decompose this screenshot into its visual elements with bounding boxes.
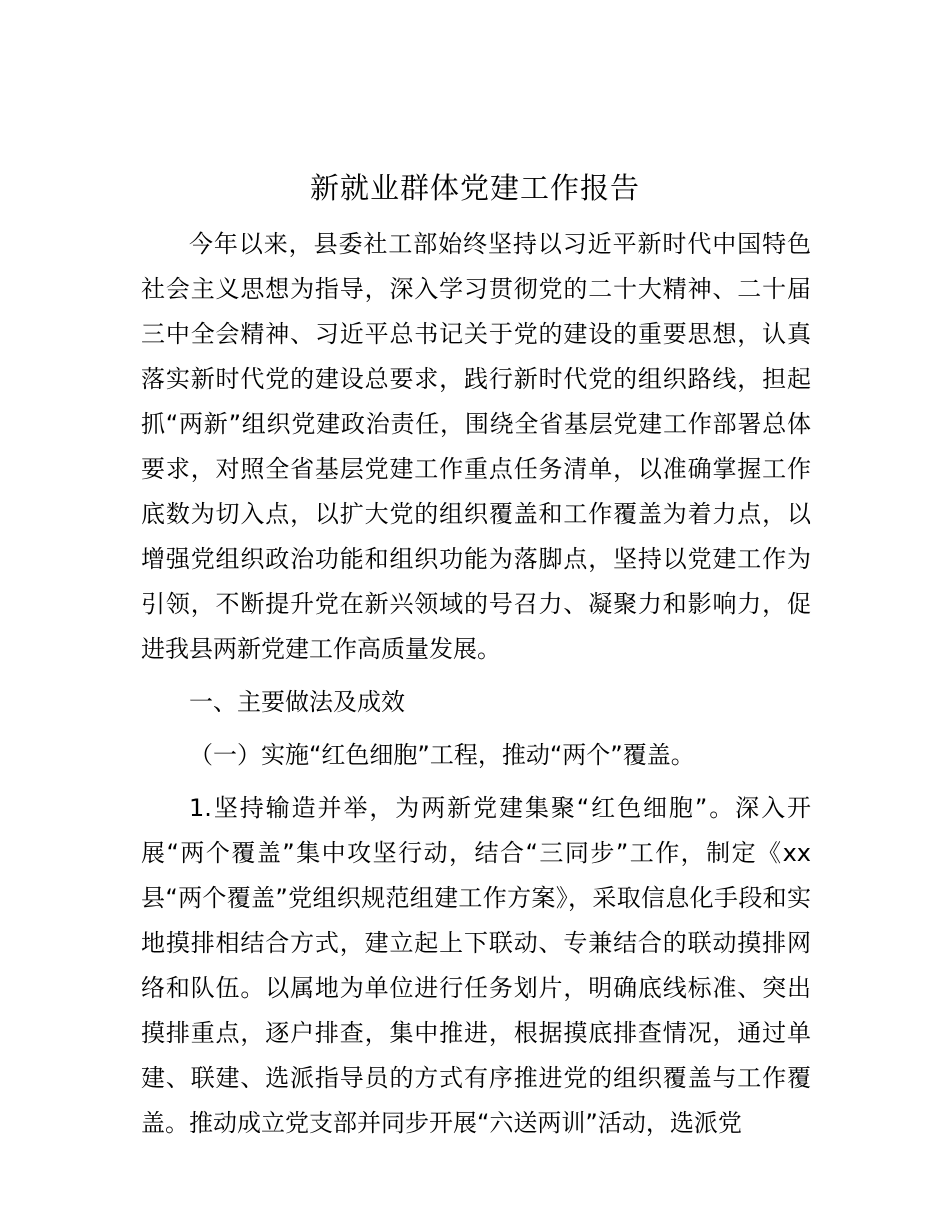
intro-paragraph: 今年以来，县委社工部始终坚持以习近平新时代中国特色社会主义思想为指导，深入学习贯彻党的二十大精神、二十届三中全会精神、习近平总书记关于党的建设的重要思想，认真落实新时代党的建设总要求，践行新时代党的组织路线，担起抓“两新”组织党建政治责任，围绕全省基层党建工作部署总体要求，对照全省基层党建工作重点任务清单，以准确掌握工作底数为切入点，以扩大党的组织覆盖和工作覆盖为着力点，以增强党组织政治功能和组织功能为落脚点，坚持以党建工作为引领，不断提升党在新兴领域的号召力、凝聚力和影响力，促进我县两新党建工作高质量发展。	[141, 230, 811, 663]
item-paragraph: 1.坚持输造并举，为两新党建集聚“红色细胞”。深入开展“两个覆盖”集中攻坚行动，结合“三同步”工作，制定《xx县“两个覆盖”党组织规范组建工作方案》，采取信息化手段和实地摸排相结合方式，建立起上下联动、专兼结合的联动摸排网络和队伍。以属地为单位进行任务划片，明确底线标准、突出摸排重点，逐户排查，集中推进，根据摸底排查情况，通过单建、联建、选派指导员的方式有序推进党的组织覆盖与工作覆盖。推动成立党支部并同步开展“六送两训”活动，选派党	[141, 794, 811, 1137]
document-title: 新就业群体党建工作报告	[309, 171, 640, 205]
subsection-heading: （一）实施“红色细胞”工程，推动“两个”覆盖。	[189, 741, 695, 769]
section-heading: 一、主要做法及成效	[189, 688, 405, 716]
document-body	[141, 222, 811, 1146]
